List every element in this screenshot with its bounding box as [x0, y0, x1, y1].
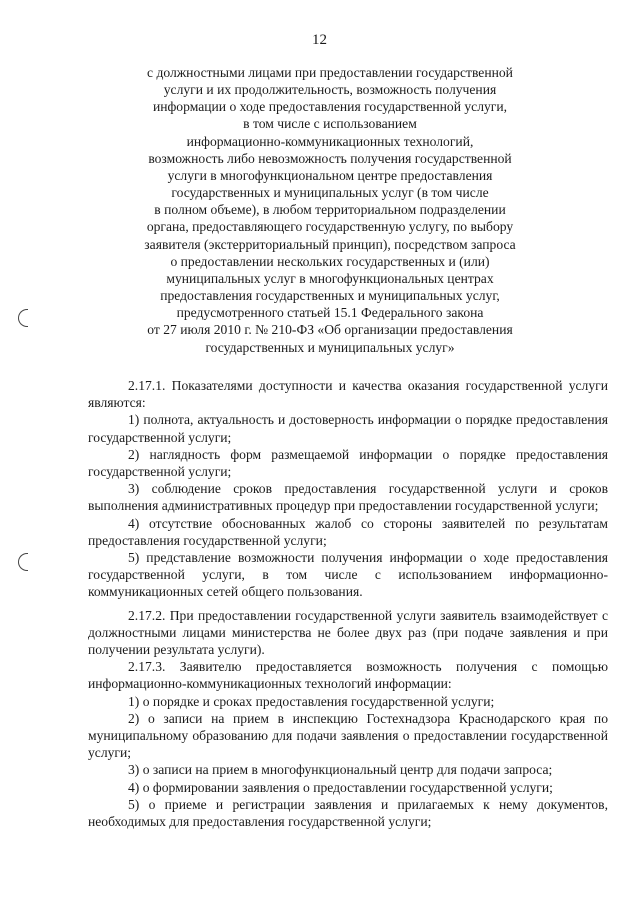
- page-number: 12: [312, 32, 327, 48]
- heading-line: возможность либо невозможность получения государственной: [148, 150, 512, 166]
- list-item: 5) представление возможности получения информации о ходе предоставления государственной услуги, в том числе с использованием информационно-коммуникационных сетей общего пользования.: [88, 550, 608, 600]
- paragraph-2-17-2: 2.17.2. При предоставлении государственной услуги заявитель взаимодействует с должностными лицами министерства не более двух раз (при подаче заявления и при получении результата услуги).: [88, 607, 608, 658]
- paragraph-2-17-3: 2.17.3. Заявителю предоставляется возможность получения с помощью информационно-коммуникационных технологий информации:: [88, 659, 608, 692]
- heading-line: государственных и муниципальных услуг»: [205, 339, 455, 355]
- heading-line: в полном объеме), в любом территориальном подразделении: [154, 202, 506, 218]
- list-item: 1) полнота, актуальность и достоверность информации о порядке предоставления государственной услуги;: [88, 412, 608, 445]
- heading-line: информации о ходе предоставления государственной услуги,: [152, 99, 508, 115]
- section-heading: [100, 64, 560, 356]
- heading-line: предоставления государственных и муниципальных услуг,: [160, 288, 500, 304]
- list-item: 3) соблюдение сроков предоставления государственной услуги и сроков выполнения административных процедур при предоставлении государственной услуги;: [88, 481, 608, 514]
- document-body: [88, 377, 608, 830]
- heading-line: услуги в многофункциональном центре предоставления: [167, 167, 493, 183]
- list-item: 3) о записи на прием в многофункциональный центр для подачи запроса;: [128, 762, 553, 778]
- list-item: 4) о формировании заявления о предоставлении государственной услуги;: [128, 779, 553, 795]
- punch-hole-mark: [18, 553, 28, 571]
- heading-line: муниципальных услуг в многофункциональных центрах: [166, 270, 494, 286]
- list-item: 2) о записи на прием в инспекцию Гостехнадзора Краснодарского края по муниципальному образованию для подачи заявления о предоставлении государственной услуги;: [88, 710, 608, 761]
- heading-line: органа, предоставляющего государственную услугу, по выбору: [146, 219, 514, 235]
- heading-line: от 27 июля 2010 г. № 210-ФЗ «Об организации предоставления: [147, 322, 513, 338]
- heading-line: заявителя (экстерриториальный принцип), посредством запроса: [144, 236, 516, 252]
- paragraph-2-17-1: 2.17.1. Показателями доступности и качества оказания государственной услуги являются:: [88, 378, 608, 411]
- heading-line: о предоставлении нескольких государственных и (или): [170, 253, 490, 269]
- punch-hole-mark: [18, 309, 28, 327]
- list-item: 1) о порядке и сроках предоставления государственной услуги;: [128, 693, 495, 709]
- heading-line: предусмотренного статьей 15.1 Федерального закона: [176, 305, 484, 321]
- heading-line: государственных и муниципальных услуг (в том числе: [171, 185, 489, 201]
- heading-line: с должностными лицами при предоставлении государственной: [147, 65, 513, 80]
- heading-line: в том числе с использованием: [243, 116, 417, 132]
- list-item: 2) наглядность форм размещаемой информации о порядке предоставления государственной услуги;: [88, 446, 608, 480]
- list-item: 4) отсутствие обоснованных жалоб со стороны заявителей по результатам предоставления государственной услуги;: [88, 515, 608, 548]
- heading-line: информационно-коммуникационных технологий,: [186, 133, 474, 149]
- list-item: 5) о приеме и регистрации заявления и прилагаемых к нему документов, необходимых для предоставления государственной услуги;: [88, 796, 608, 830]
- heading-line: услуги и их продолжительность, возможность получения: [163, 82, 497, 98]
